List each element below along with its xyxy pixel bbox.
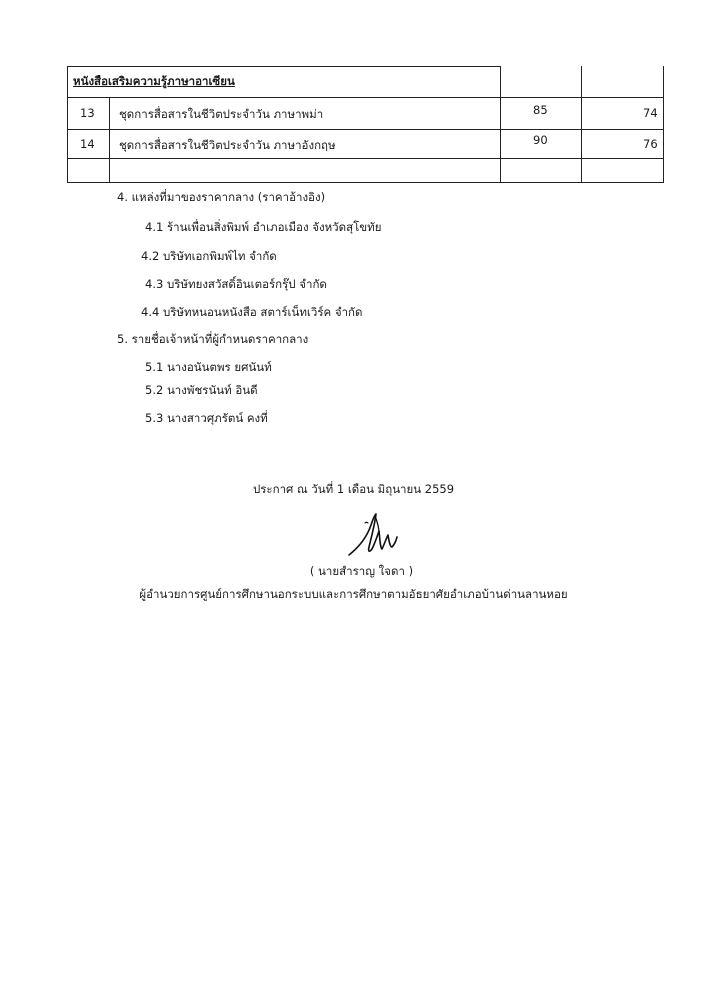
item-name: ชุดการสื่อสารในชีวิตประจำวัน ภาษาพม่า [119,107,324,121]
item-median-price: 76 [643,137,658,151]
table-bottom-border [67,182,664,183]
row-number: 14 [80,137,95,151]
section-4-item: 4.4 บริษัทหนอนหนังสือ สตาร์เน็ทเวิร์ค จำกัด [141,305,363,319]
table-col-divider [109,97,110,183]
table-right-border [663,66,664,183]
table-top-border [67,66,500,67]
announcement-date: ประกาศ ณ วันที่ 1 เดือน มิถุนายน 2559 [252,482,455,496]
signer-name: ( นายสำราญ ใจดา ) [309,564,414,578]
table-col-divider [500,66,501,183]
section-4-heading: 4. แหล่งที่มาของราคากลาง (ราคาอ้างอิง) [117,190,326,204]
section-5-item: 5.3 นางสาวศุภรัตน์ คงที่ [145,411,268,425]
item-name: ชุดการสื่อสารในชีวิตประจำวัน ภาษาอังกฤษ [119,138,336,152]
item-price: 90 [533,133,548,147]
table-row-divider [67,97,664,98]
table-row-divider [67,129,664,130]
price-table [67,66,664,182]
item-price: 85 [533,103,548,117]
section-5-heading: 5. รายชื่อเจ้าหน้าที่ผู้กำหนดราคากลาง [117,332,309,346]
signer-title: ผู้อำนวยการศูนย์การศึกษานอกระบบและการศึกษาตามอัธยาศัยอำเภอบ้านด่านลานหอย [139,587,568,601]
table-row-divider [67,158,664,159]
table-left-border [67,66,68,183]
section-5-item: 5.1 นางอนันตพร ยศนันท์ [145,360,272,374]
table-col-divider [581,66,582,183]
item-median-price: 74 [643,106,658,120]
section-4-item: 4.3 บริษัทยงสวัสดิ์อินเตอร์กรุ๊ป จำกัด [145,277,327,291]
section-5-item: 5.2 นางพัชรนันท์ อินดี [145,383,258,397]
section-4-item: 4.2 บริษัทเอกพิมพ์ไท จำกัด [141,249,277,263]
section-4-item: 4.1 ร้านเพื่อนสิ่งพิมพ์ อำเภอเมือง จังหวัดสุโขทัย [145,220,382,234]
row-number: 13 [80,106,95,120]
table-section-title: หนังสือเสริมความรู้ภาษาอาเซียน [73,74,235,88]
signature-mark [345,511,405,561]
